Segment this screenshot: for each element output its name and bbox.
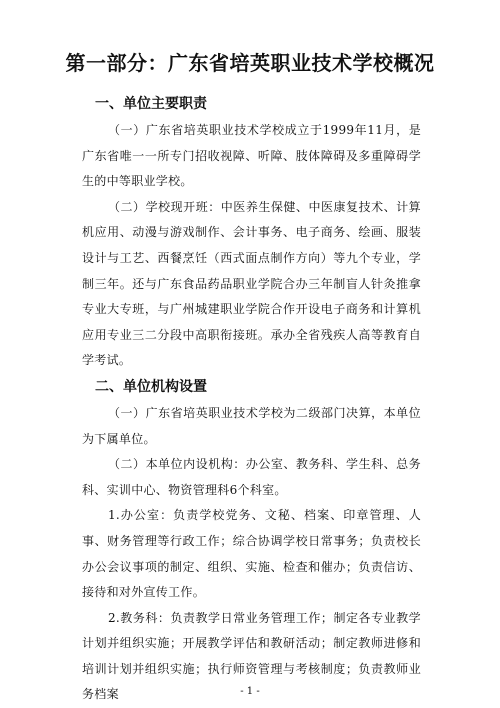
section-heading-duties: 一、单位主要职责 (95, 96, 207, 112)
paragraph-majors: （二）学校现开班：中医养生保健、中医康复技术、计算机应用、动漫与游戏制作、会计事务、电子商务、绘画、服装设计与工艺、西餐烹饪（西式面点制作方向）等九个专业，学制三年。还与广东食品药品职业学院合办三年制盲人针灸推拿专业大专班，与广州城建职业学院合作开设电子商务和计算机应用专业三二分段中高职衔接班。承办全省残疾人高等教育自学考试。 (82, 199, 421, 368)
section-heading-organization: 二、单位机构设置 (95, 378, 207, 395)
paragraph-academic-affairs-duties: 2.教务科：负责教学日常业务管理工作；制定各专业教学计划并组织实施；开展教学评估和教研活动；制定教师进修和培训计划并组织实施；执行师资管理与考核制度；负责教师业务档案 (82, 610, 421, 702)
document-body (82, 94, 421, 708)
paragraph-internal-departments: （二）本单位内设机构：办公室、教务科、学生科、总务科、实训中心、物资管理科6个科室。 (82, 457, 421, 497)
paragraph-school-founding: （一）广东省培英职业技术学校成立于1999年11月，是广东省唯一一所专门招收视障、听障、肢体障碍及多重障碍学生的中等职业学校。 (82, 123, 421, 189)
page-number: - 1 - (240, 686, 260, 697)
paragraph-budget-level: （一）广东省培英职业技术学校为二级部门决算，本单位为下属单位。 (82, 405, 421, 446)
paragraph-office-duties: 1.办公室：负责学校党务、文秘、档案、印章管理、人事、财务管理等行政工作；综合协调学校日常事务；负责校长办公会议事项的制定、组织、实施、检查和催办；负责信访、接待和对外宣传工作。 (82, 508, 421, 600)
document-title: 第一部分：广东省培英职业技术学校概况 (65, 51, 435, 75)
